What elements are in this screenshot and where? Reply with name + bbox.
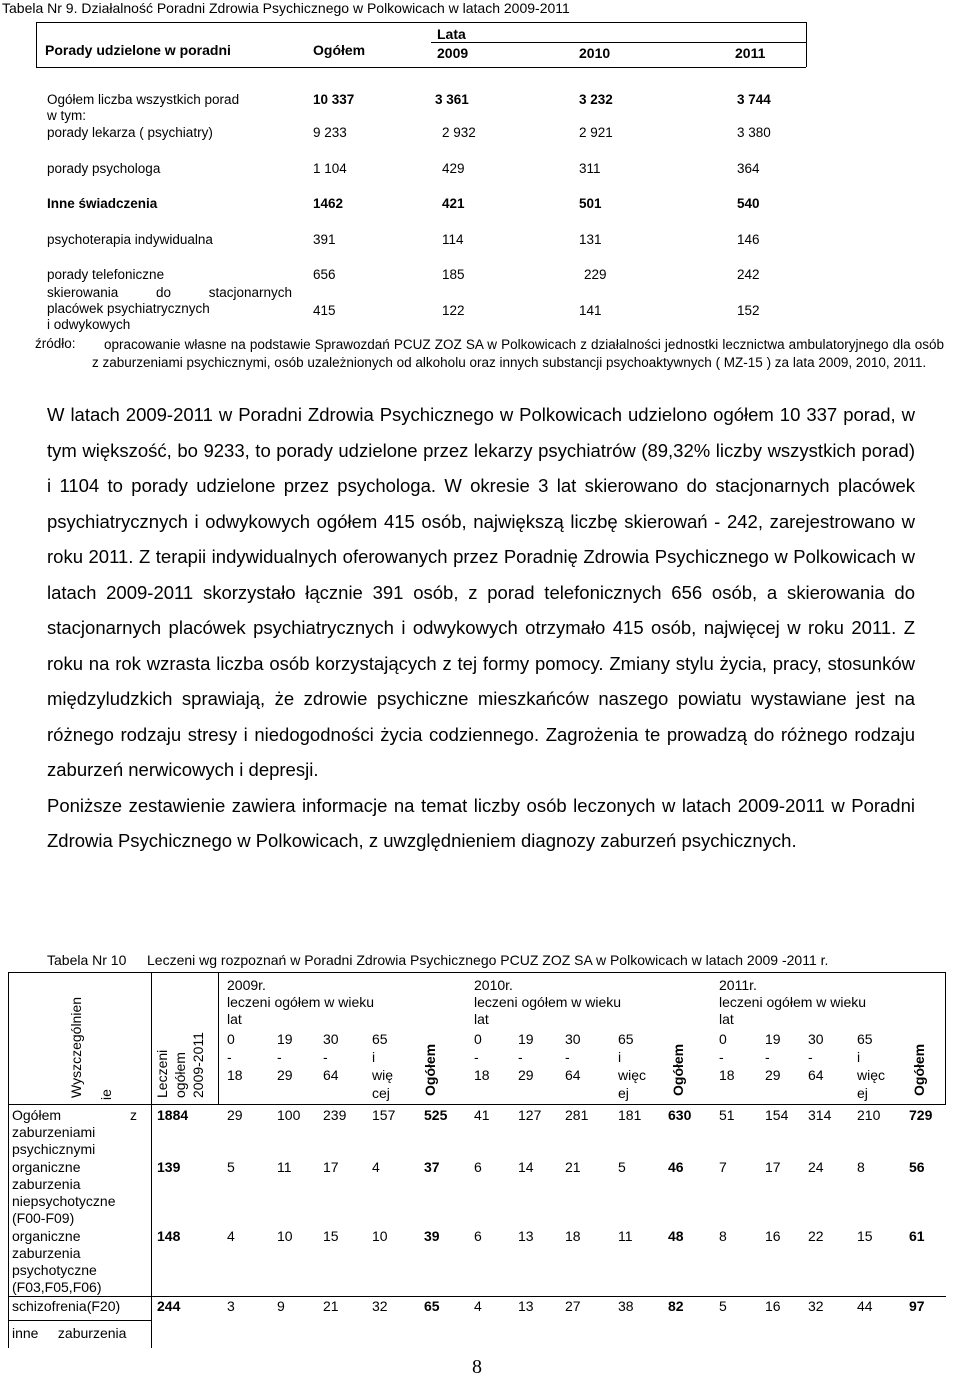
- age-group-line: i: [618, 1049, 622, 1065]
- age-group-line: i: [857, 1049, 861, 1065]
- table10-cell: 11: [277, 1159, 292, 1175]
- label-line: placówek psychiatrycznych: [47, 301, 210, 316]
- table9-cell-2009: 122: [442, 303, 465, 318]
- table9-col-label: Porady udzielone w poradni: [45, 42, 231, 58]
- table9-top-border: [36, 22, 806, 23]
- table10-cell: 51: [719, 1107, 735, 1123]
- age-group-line: -: [277, 1049, 282, 1065]
- table9-source-label: źródło:: [35, 336, 76, 351]
- table10-year-total-2010: Ogółem: [670, 1043, 686, 1096]
- table9-year-2011: 2011: [735, 45, 766, 61]
- age-group-line: i: [372, 1049, 376, 1065]
- table10-cell: 13: [518, 1298, 534, 1314]
- table10-cell: 314: [808, 1107, 832, 1123]
- label-line: i odwykowych: [47, 317, 131, 332]
- year-unit: lat: [719, 1011, 734, 1027]
- table10-cell: 157: [372, 1107, 396, 1123]
- age-group-line: więc: [618, 1067, 647, 1083]
- table10-cell: 56: [909, 1159, 925, 1175]
- table9-header-bottom: [36, 67, 806, 68]
- table9-cell-total: 656: [313, 267, 336, 282]
- table10-row-label: [12, 1228, 101, 1296]
- table10-cell: 29: [227, 1107, 243, 1123]
- body-text: [47, 397, 915, 859]
- table9-row-label: porady telefoniczne: [47, 267, 165, 282]
- table10-cell: 82: [668, 1298, 684, 1314]
- table10-cell: 37: [424, 1159, 440, 1175]
- year-label: 2011r.: [719, 977, 757, 993]
- table10-cell: 1884: [157, 1107, 189, 1123]
- table9-cell-2009: 114: [442, 232, 464, 247]
- table10-cell: 127: [518, 1107, 542, 1123]
- table10-cell: 39: [424, 1228, 440, 1244]
- age-group-line: 65: [857, 1031, 873, 1047]
- table10-cell: 100: [277, 1107, 301, 1123]
- age-group-line: 30: [323, 1031, 339, 1047]
- table9-row-label: porady lekarza ( psychiatry): [47, 125, 213, 140]
- age-group-line: 29: [518, 1067, 534, 1083]
- table10-year-block: [474, 977, 621, 1028]
- label-line: (F03,F05,F06): [12, 1279, 102, 1295]
- table10-cell: 5: [227, 1159, 235, 1175]
- table10-cell: 48: [668, 1228, 684, 1244]
- age-group-line: 18: [227, 1067, 243, 1083]
- table10-cell: 3: [227, 1298, 235, 1314]
- table10-row-label: schizofrenia(F20): [12, 1298, 121, 1314]
- age-group-line: -: [565, 1049, 570, 1065]
- age-group-line: 29: [277, 1067, 293, 1083]
- table10-left-border: [8, 972, 9, 1348]
- label-line: zaburzenia: [12, 1176, 81, 1192]
- table9-cell-total: 9 233: [313, 125, 347, 140]
- table9-cell-2010: 501: [579, 196, 602, 211]
- label-line: Ogółem: [12, 1107, 62, 1123]
- paragraph: Poniższe zestawienie zawiera informacje na temat liczby osób leczonych w latach 2009-2011 w Poradni Zdrowia Psychicznego w Polkowicach, z uwzględnieniem diagnozy zaburzeń psychicznych.: [47, 794, 915, 851]
- age-group-header: [323, 1030, 339, 1084]
- table10-cell: 4: [372, 1159, 380, 1175]
- age-group-header: [565, 1030, 581, 1084]
- table10-cell: 6: [474, 1159, 482, 1175]
- table10-cell: 148: [157, 1228, 181, 1244]
- table9-cell-2011: 152: [737, 303, 760, 318]
- table10-cell: 21: [565, 1159, 581, 1175]
- table10-col-spec: Wyszczególnien: [68, 996, 84, 1098]
- table10-year-total-2011: Ogółem: [911, 1043, 927, 1096]
- table10-cell: 61: [909, 1228, 925, 1244]
- table9-cell-2010: 3 232: [579, 92, 613, 107]
- table10-cell: 244: [157, 1298, 181, 1314]
- table9-cell-2011: 3 744: [737, 92, 771, 107]
- age-group-line: -: [518, 1049, 523, 1065]
- table9-col-years-group: Lata: [437, 26, 466, 42]
- table10-cell: 154: [765, 1107, 789, 1123]
- table9-cell-2011: 364: [737, 161, 760, 176]
- age-group-line: 0: [719, 1031, 727, 1047]
- table9-left-border: [36, 22, 37, 67]
- age-group-line: 19: [518, 1031, 534, 1047]
- table10-cell: 7: [719, 1159, 727, 1175]
- table9-cell-2011: 540: [737, 196, 760, 211]
- table10-row-label: inne zaburzenia: [12, 1325, 127, 1341]
- table10-cell: 38: [618, 1298, 634, 1314]
- table9-cell-2009: 185: [442, 267, 465, 282]
- table9-cell-2009: 2 932: [442, 125, 476, 140]
- table10-cell: 17: [765, 1159, 781, 1175]
- age-group-line: 64: [808, 1067, 824, 1083]
- label-line: psychicznymi: [12, 1141, 96, 1157]
- table10-cell: 97: [909, 1298, 925, 1314]
- table10-cell: 210: [857, 1107, 881, 1123]
- table10-col-total: [153, 1032, 207, 1098]
- table10-cell: 10: [277, 1228, 293, 1244]
- age-group-header: [474, 1030, 490, 1084]
- table10-cell: 24: [808, 1159, 824, 1175]
- table10-cell: 46: [668, 1159, 684, 1175]
- age-group-line: wię: [372, 1067, 394, 1083]
- label-line: 2009-2011: [190, 1032, 206, 1098]
- age-group-header: [618, 1030, 646, 1102]
- table9-cell-2010: 131: [579, 232, 602, 247]
- page-number: 8: [472, 1356, 482, 1378]
- age-group-line: 18: [719, 1067, 735, 1083]
- label-line: psychotyczne: [12, 1262, 97, 1278]
- table9-cell-2009: 421: [442, 196, 465, 211]
- table10-cell: 17: [323, 1159, 339, 1175]
- age-group-line: ej: [857, 1085, 868, 1101]
- age-group-line: 0: [227, 1031, 235, 1047]
- table10-cell: 5: [618, 1159, 626, 1175]
- age-group-header: [765, 1030, 781, 1084]
- paragraph: W latach 2009-2011 w Poradni Zdrowia Psychicznego w Polkowicach udzielono ogółem 10 337 porad, w tym większość, bo 9233, to porady udzielone przez lekarzy psychiatrów (89,32% liczby wszystkich porad) i 1104 to porady udzielone przez psychologa. W okresie 3 lat skierowano do stacjonarnych placówek psychiatrycznych i odwykowych ogółem 415 osób, największą liczbę skierowań - 242, zarejestrowano w roku 2011. Z terapii indywidualnych oferowanych przez Poradnię Zdrowia Psychicznego w Polkowicach w latach 2009-2011 skorzystało łącznie 391 osób, z porad telefonicznych 656 osób, a skierowania do stacjonarnych placówek psychiatrycznych i odwykowych otrzymało 415 osób, najwięcej w roku 2011. Z roku na rok wzrasta liczba osób korzystających z tej formy pomocy. Zmiany stylu życia, pracy, stosunków międzyludzkich sprawiają, że zdrowie psychiczne mieszkańców naszego powiatu wystawiane jest na różnego rodzaju stresy i niedogodności życia codziennego. Zagrożenia te prowadzą do różnego rodzaju zaburzeń nerwicowych i depresji.: [47, 404, 915, 780]
- table10-cell: 525: [424, 1107, 448, 1123]
- label-line: (F00-F09): [12, 1210, 75, 1226]
- table10-cell: 4: [227, 1228, 235, 1244]
- table10-cell: 5: [719, 1298, 727, 1314]
- table10-row-label: [12, 1107, 95, 1158]
- label-line: organiczne: [12, 1228, 81, 1244]
- age-group-line: 30: [808, 1031, 824, 1047]
- table9-cell-2010: 311: [579, 161, 601, 176]
- age-group-line: 19: [765, 1031, 781, 1047]
- table10-cell: 15: [323, 1228, 339, 1244]
- table10-cell: 41: [474, 1107, 490, 1123]
- table9-year-2010: 2010: [579, 45, 611, 61]
- table9-cell-total: 10 337: [313, 92, 355, 107]
- age-group-line: -: [323, 1049, 328, 1065]
- year-unit: lat: [227, 1011, 242, 1027]
- table10-cell: 16: [765, 1228, 781, 1244]
- table10-cell: 65: [424, 1298, 440, 1314]
- age-group-header: [518, 1030, 534, 1084]
- table10-cell: 9: [277, 1298, 285, 1314]
- age-group-header: [808, 1030, 824, 1084]
- table9-cell-2010: 229: [584, 267, 607, 282]
- table10-cell: 281: [565, 1107, 589, 1123]
- table9-cell-2009: 3 361: [435, 92, 469, 107]
- table9-cell-2011: 3 380: [737, 125, 771, 140]
- age-group-line: 64: [323, 1067, 339, 1083]
- label-line: zaburzenia: [12, 1245, 81, 1261]
- year-unit: lat: [474, 1011, 489, 1027]
- table10-cell: 10: [372, 1228, 388, 1244]
- table10-top-border: [8, 972, 946, 973]
- age-group-line: -: [474, 1049, 479, 1065]
- table9-right-border: [806, 22, 807, 67]
- age-group-line: 65: [372, 1031, 388, 1047]
- table10-cell: 15: [857, 1228, 873, 1244]
- table10-year-block: [719, 977, 866, 1028]
- label-line: niepsychotyczne: [12, 1193, 116, 1209]
- year-sub: leczeni ogółem w wieku: [474, 994, 622, 1010]
- table10-year-block: [227, 977, 374, 1028]
- label-line: zaburzeniami: [12, 1124, 96, 1140]
- table10-cell: 630: [668, 1107, 692, 1123]
- age-group-line: ej: [618, 1085, 629, 1101]
- age-group-header: [372, 1030, 393, 1102]
- age-group-header: [277, 1030, 293, 1084]
- table9-cell-2010: 141: [579, 303, 602, 318]
- age-group-line: -: [765, 1049, 770, 1065]
- table10-cell: 139: [157, 1159, 181, 1175]
- table9-cell-2009: 429: [442, 161, 465, 176]
- table10-row-label-suffix: z: [130, 1107, 137, 1123]
- table9-header-divider: [431, 42, 806, 43]
- label-line: ogółem: [172, 1052, 188, 1098]
- age-group-line: -: [227, 1049, 232, 1065]
- age-group-line: 29: [765, 1067, 781, 1083]
- table9-row-label: [47, 285, 292, 333]
- age-group-line: 0: [474, 1031, 482, 1047]
- table9-cell-2010: 2 921: [579, 125, 613, 140]
- table10-year-total-2009: Ogółem: [422, 1043, 438, 1096]
- label-line: skierowania do stacjonarnych: [47, 285, 292, 300]
- table9-cell-total: 415: [313, 303, 336, 318]
- table9-row-label: Inne świadczenia: [47, 196, 158, 211]
- table10-cell: 181: [618, 1107, 642, 1123]
- table10-cell: 729: [909, 1107, 933, 1123]
- table10-col-spec-suffix: ie: [98, 1089, 114, 1100]
- table10-cell: 32: [372, 1298, 388, 1314]
- table10-cell: 8: [719, 1228, 727, 1244]
- year-sub: leczeni ogółem w wieku: [719, 994, 867, 1010]
- table9-year-2009: 2009: [437, 45, 469, 61]
- table9-col-total: Ogółem: [313, 42, 366, 58]
- age-group-line: 19: [277, 1031, 293, 1047]
- age-group-line: -: [808, 1049, 813, 1065]
- table10-cell: 21: [323, 1298, 339, 1314]
- table9-cell-2011: 242: [737, 267, 760, 282]
- table10-cell: 44: [857, 1298, 873, 1314]
- table10-col-divider: [945, 972, 946, 1104]
- table10-row-label: [12, 1159, 116, 1227]
- age-group-line: więc: [857, 1067, 886, 1083]
- table9-cell-total: 1 104: [313, 161, 347, 176]
- table9-row-label: Ogółem liczba wszystkich porad: [47, 92, 240, 107]
- age-group-line: 64: [565, 1067, 581, 1083]
- age-group-line: 30: [565, 1031, 581, 1047]
- age-group-line: 18: [474, 1067, 490, 1083]
- table10-row-divider: [8, 1320, 151, 1321]
- table10-cell: 27: [565, 1298, 581, 1314]
- age-group-header: [719, 1030, 735, 1084]
- table10-cell: 18: [565, 1228, 581, 1244]
- table9-row-label: porady psychologa: [47, 161, 161, 176]
- table10-col-divider: [218, 972, 219, 1104]
- age-group-line: cej: [372, 1085, 390, 1101]
- table10-cell: 14: [518, 1159, 534, 1175]
- year-label: 2009r.: [227, 977, 266, 993]
- year-label: 2010r.: [474, 977, 513, 993]
- table10-cell: 11: [618, 1228, 633, 1244]
- table10-col-divider: [151, 972, 152, 1348]
- source-text: opracowanie własne na podstawie Sprawozdań PCUZ ZOZ SA w Polkowicach z działalności jednostki lecznictwa ambulatoryjnego dla osób z zaburzeniami psychicznymi, osób uzależnionych od alkoholu oraz innych substancji psychoaktywnych ( MZ-15 ) za lata 2009, 2010, 2011.: [92, 337, 944, 370]
- table10-cell: 16: [765, 1298, 781, 1314]
- age-group-header: [227, 1030, 243, 1084]
- table9-caption: Tabela Nr 9. Działalność Poradni Zdrowia Psychicznego w Polkowicach w latach 2009-2011: [2, 0, 570, 16]
- table10-cell: 6: [474, 1228, 482, 1244]
- table10-cell: 4: [474, 1298, 482, 1314]
- table10-caption-prefix: Tabela Nr 10: [47, 952, 127, 968]
- table10-row-divider: [8, 1296, 946, 1297]
- table10-caption: Leczeni wg rozpoznań w Poradni Zdrowia Psychicznego PCUZ ZOZ SA w Polkowicach w latach 2009 -2011 r.: [147, 952, 829, 968]
- table10-cell: 32: [808, 1298, 824, 1314]
- label-line: organiczne: [12, 1159, 81, 1175]
- table10-cell: 239: [323, 1107, 347, 1123]
- age-group-line: -: [719, 1049, 724, 1065]
- table9-row-label: w tym:: [47, 108, 86, 123]
- table9-cell-total: 1462: [313, 196, 344, 211]
- label-line: Leczeni: [154, 1049, 170, 1098]
- table10-header-bottom: [8, 1104, 946, 1105]
- table9-source-text: [92, 336, 944, 371]
- age-group-line: 65: [618, 1031, 634, 1047]
- table10-cell: 22: [808, 1228, 824, 1244]
- age-group-header: [857, 1030, 885, 1102]
- table9-cell-total: 391: [313, 232, 336, 247]
- year-sub: leczeni ogółem w wieku: [227, 994, 375, 1010]
- table9-cell-2011: 146: [737, 232, 760, 247]
- table9-row-label: psychoterapia indywidualna: [47, 232, 213, 247]
- table10-cell: 8: [857, 1159, 865, 1175]
- table10-cell: 13: [518, 1228, 534, 1244]
